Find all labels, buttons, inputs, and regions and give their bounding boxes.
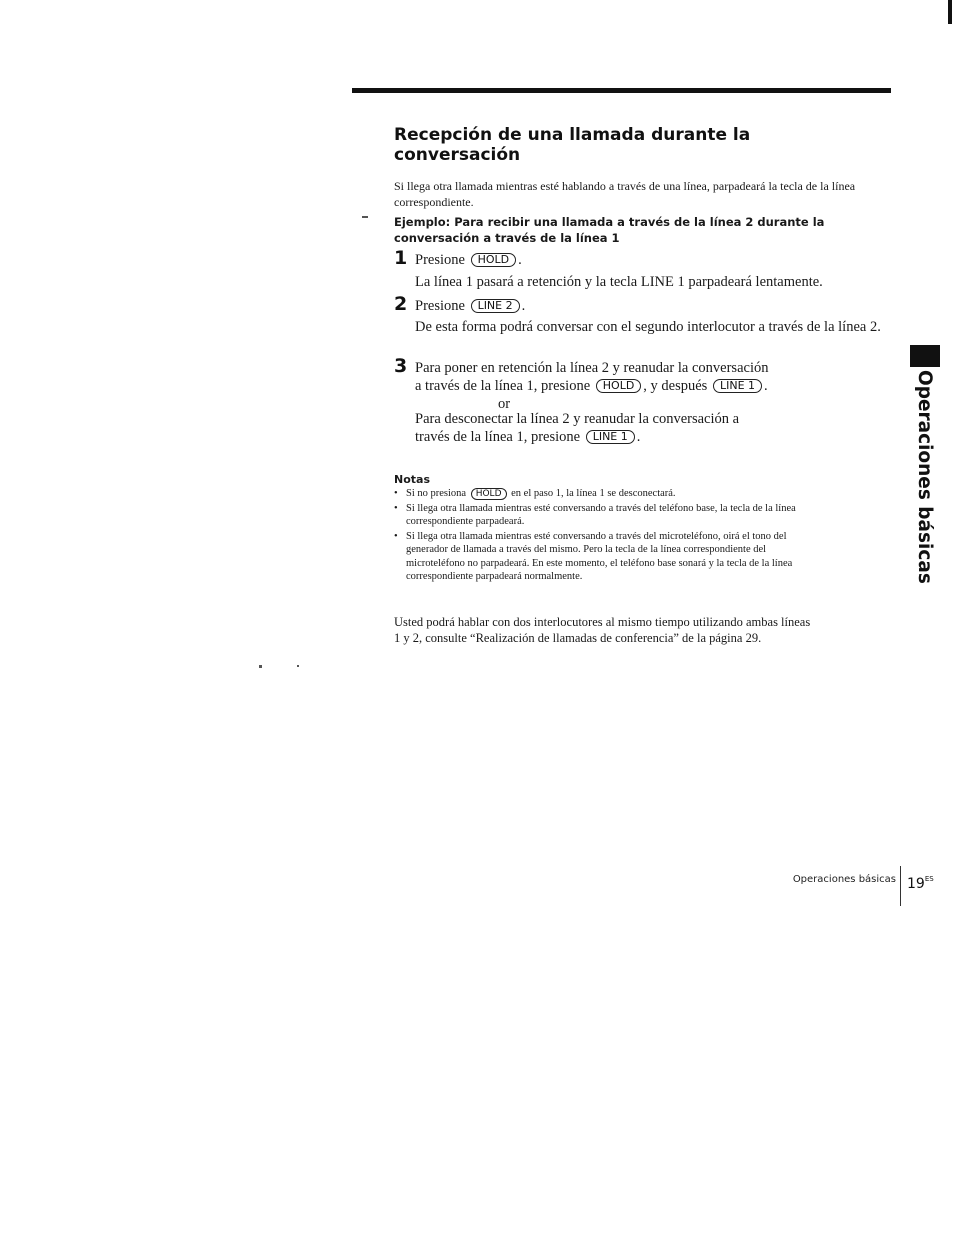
- scan-speck: [362, 216, 368, 218]
- step-2-number: 2: [394, 293, 408, 315]
- step-3-or: or: [498, 396, 511, 412]
- step-2-prefix: Presione: [415, 298, 465, 314]
- footer-section-label: Operaciones básicas: [792, 874, 896, 885]
- step-3-alt1: Para desconectar la línea 2 y reanudar la conversación a: [415, 411, 740, 427]
- intro-paragraph: Si llega otra llamada mientras esté hablando a través de una línea, parpadeará la tecla de la línea correspondiente.: [394, 179, 856, 209]
- step-2-suffix: .: [521, 298, 526, 314]
- bullet-icon: •: [394, 488, 398, 499]
- step-3-alt2-prefix: través de la línea 1, presione: [415, 429, 581, 445]
- line1-key-icon: LINE 1: [586, 430, 635, 444]
- notes-list: [394, 487, 814, 585]
- note-item: [394, 530, 814, 584]
- note-1-prefix: Si no presiona: [406, 488, 467, 499]
- step-3-line2: [415, 377, 885, 395]
- hold-key-icon: HOLD: [596, 379, 642, 393]
- step-1-number: 1: [394, 247, 408, 269]
- section-rule: [352, 88, 891, 93]
- step-1-result: La línea 1 pasará a retención y la tecla LINE 1 parpadeará lentamente.: [415, 274, 823, 290]
- step-1-suffix: .: [518, 252, 522, 268]
- step-2-instruction: [415, 297, 875, 315]
- page-number: [907, 870, 934, 893]
- scan-speck: [259, 665, 262, 668]
- hold-key-icon: HOLD: [471, 488, 507, 500]
- page-number-value: 19: [907, 876, 925, 892]
- step-3-alt2-suffix: .: [636, 429, 641, 445]
- page-language-code: ES: [924, 875, 934, 883]
- bullet-icon: •: [394, 530, 398, 542]
- section-title: Recepción de una llamada durante la conversación: [394, 125, 751, 165]
- step-3-line1: Para poner en retención la línea 2 y reanudar la conversación: [415, 360, 769, 376]
- step-3-number: 3: [394, 355, 408, 377]
- step-2-result: De esta forma podrá conversar con el segundo interlocutor a través de la línea 2.: [415, 319, 881, 335]
- note-2-text: Si llega otra llamada mientras esté conversando a través del teléfono base, la tecla de la línea correspondiente parpadeará.: [406, 502, 796, 527]
- notes-heading: Notas: [394, 473, 430, 486]
- scan-speck: [297, 665, 299, 667]
- step-1-prefix: Presione: [415, 252, 465, 268]
- footer-divider: [900, 866, 901, 906]
- closing-paragraph: Usted podrá hablar con dos interlocutores al mismo tiempo utilizando ambas líneas 1 y 2, consulte “Realización de llamadas de conferencia” de la página 29.: [394, 615, 811, 645]
- note-item: [394, 487, 814, 501]
- step-1-instruction: [415, 251, 875, 269]
- step-3-alt2: [415, 428, 885, 446]
- side-tab-label: Operaciones básicas: [914, 370, 935, 584]
- note-3-text: Si llega otra llamada mientras esté conversando a través del microteléfono, oirá el tono del generador de llamada a través del mismo. Pero la tecla de la línea correspondiente del microteléfono no parpadeará. En este momento, el teléfono base sonará y la tecla de la línea correspondiente parpadeará normalmente.: [406, 530, 793, 582]
- step-3-line2-mid: , y después: [643, 378, 708, 394]
- note-item: [394, 502, 814, 529]
- note-1-suffix: en el paso 1, la línea 1 se desconectará.: [511, 488, 676, 499]
- step-3-line2-prefix: a través de la línea 1, presione: [415, 378, 591, 394]
- bullet-icon: •: [394, 502, 398, 514]
- example-heading: Ejemplo: Para recibir una llamada a través de la línea 2 durante la conversación a través de la línea 1: [394, 215, 825, 245]
- page-edge-mark: [948, 0, 952, 24]
- line2-key-icon: LINE 2: [471, 299, 520, 313]
- side-tab-marker: [910, 345, 940, 367]
- line1-key-icon: LINE 1: [713, 379, 762, 393]
- step-3-line2-suffix: .: [764, 378, 768, 394]
- hold-key-icon: HOLD: [471, 253, 517, 267]
